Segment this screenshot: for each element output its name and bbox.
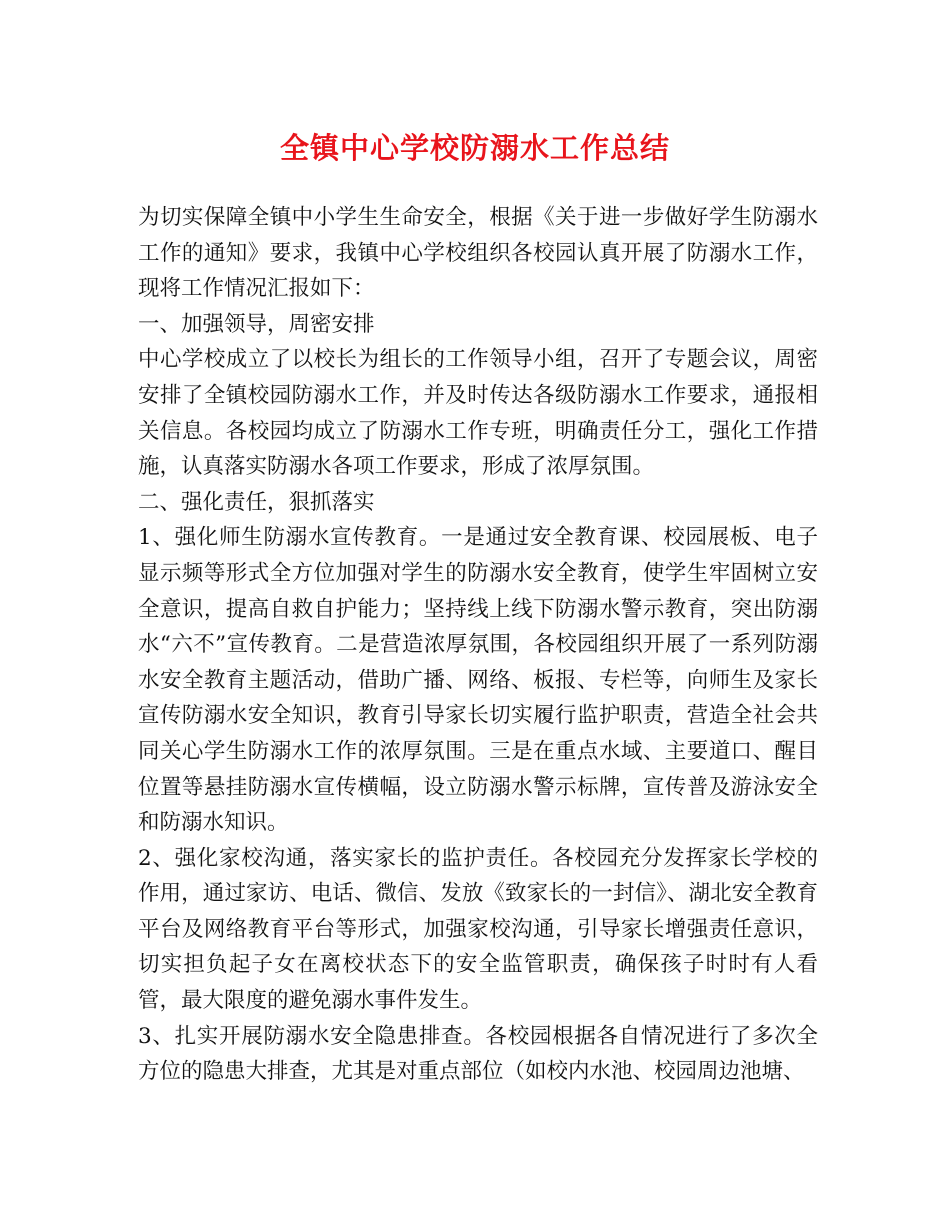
section-1-paragraph: 中心学校成立了以校长为组长的工作领导小组，召开了专题会议，周密安排了全镇校园防溺水工作，并及时传达各级防溺水工作要求，通报相关信息。各校园均成立了防溺水工作专班，明确责任分工，强化工作措施，认真落实防溺水各项工作要求，形成了浓厚氛围。 — [138, 347, 818, 480]
item-3-paragraph: 3、扎实开展防溺水安全隐患排查。各校园根据各自情况进行了多次全方位的隐患大排查，尤其是对重点部位（如校内水池、校园周边池塘、 — [138, 1023, 818, 1085]
section-heading-2: 二、强化责任，狠抓落实 — [138, 489, 375, 515]
document-title: 全镇中心学校防溺水工作总结 — [279, 131, 670, 165]
section-heading-1: 一、加强领导，周密安排 — [138, 311, 375, 337]
document-body — [138, 200, 818, 1090]
item-1-paragraph: 1、强化师生防溺水宣传教育。一是通过安全教育课、校园展板、电子显示频等形式全方位加强对学生的防溺水安全教育，使学生牢固树立安全意识，提高自救自护能力；坚持线上线下防溺水警示教育，突出防溺水“六不”宣传教育。二是营造浓厚氛围，各校园组织开展了一系列防溺水安全教育主题活动，借助广播、网络、板报、专栏等，向师生及家长宣传防溺水安全知识，教育引导家长切实履行监护职责，营造全社会共同关心学生防溺水工作的浓厚氛围。三是在重点水域、主要道口、醒目位置等悬挂防溺水宣传横幅，设立防溺水警示标牌，宣传普及游泳安全和防溺水知识。 — [138, 525, 818, 836]
intro-paragraph: 为切实保障全镇中小学生生命安全，根据《关于进一步做好学生防溺水工作的通知》要求，我镇中心学校组织各校园认真开展了防溺水工作，现将工作情况汇报如下： — [138, 205, 818, 302]
item-2-paragraph: 2、强化家校沟通，落实家长的监护责任。各校园充分发挥家长学校的作用，通过家访、电话、微信、发放《致家长的一封信》、湖北安全教育平台及网络教育平台等形式，加强家校沟通，引导家长增强责任意识，切实担负起子女在离校状态下的安全监管职责，确保孩子时时有人看管，最大限度的避免溺水事件发生。 — [138, 845, 818, 1014]
